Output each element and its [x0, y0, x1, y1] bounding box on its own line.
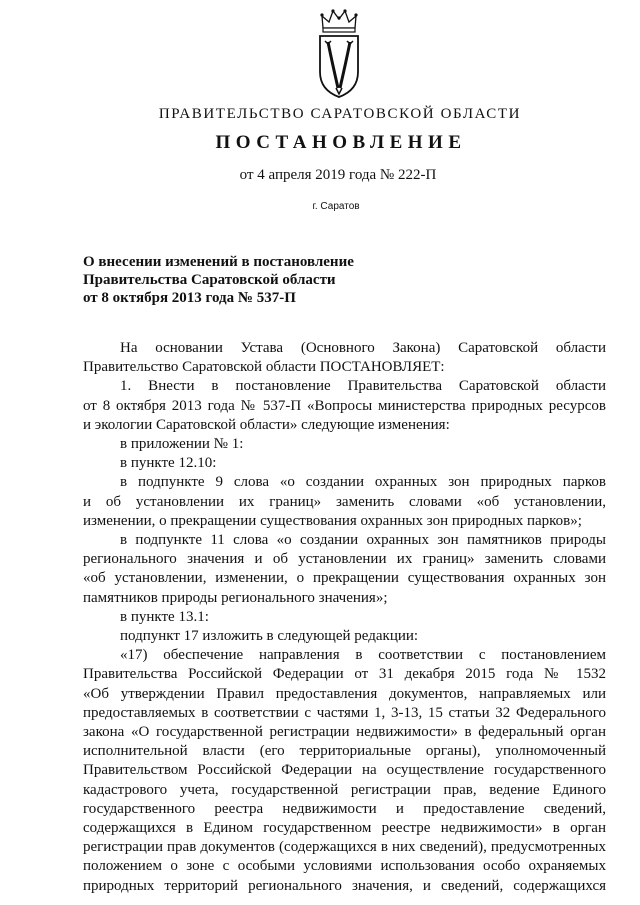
body-line: закона «О государственной регистрации недвижимости» в федеральный орган [83, 724, 606, 741]
city-name: г. Саратов [312, 201, 360, 212]
body-line: от 8 октября 2013 года № 537-П «Вопросы министерства природных ресурсов [83, 397, 606, 414]
body-line: «об установлении, изменении, о прекращении существования охранных зон [83, 570, 606, 587]
decree-heading [83, 253, 354, 307]
body-line: «Об утверждении Правил предоставления документов, направляемых или [83, 685, 606, 702]
body-line: «17) обеспечение направления в соответствии с постановлением [120, 647, 606, 664]
body-line: в пункте 13.1: [120, 608, 209, 625]
saratov-coat-of-arms-emblem [316, 8, 362, 100]
body-line: в пункте 12.10: [120, 455, 217, 472]
body-line: исполнительной власти (его территориальные органы), уполномоченный [83, 743, 606, 760]
body-line: природных территорий регионального значения, и сведений, содержащихся [83, 877, 606, 894]
body-line: изменении, о прекращении существования охранных зон природных парков»; [83, 512, 582, 529]
body-line: предоставляемых в соответствии с частями 1, 3-13, 15 статьи 32 Федерального [83, 704, 606, 721]
body-line: содержащихся в Едином государственном реестре недвижимости» в орган [83, 820, 606, 837]
body-line: На основании Устава (Основного Закона) Саратовской области [120, 340, 606, 356]
heading-line: от 8 октября 2013 года № 537-П [83, 290, 296, 306]
body-line: подпункт 17 изложить в следующей редакции: [120, 628, 419, 645]
body-line: и об установлении их границ» заменить словами «об установлении, [83, 493, 606, 510]
body-line: положением о зоне с особыми условиями использования особо охраняемых [83, 858, 606, 875]
body-line: Правительства Российской Федерации от 31 декабря 2015 года № 1532 [83, 666, 606, 683]
body-line: регистрации прав документов (содержащихся в них сведений), предусмотренных [83, 839, 606, 856]
heading-line: О внесении изменений в постановление [83, 254, 354, 270]
body-line: в подпункте 9 слова «о создании охранных зон природных парков [120, 474, 606, 491]
body-line: в приложении № 1: [120, 436, 244, 453]
document-type-title: ПОСТАНОВЛЕНИЕ [215, 132, 467, 153]
decree-body [83, 339, 606, 896]
body-line: в подпункте 11 слова «о создании охранных зон памятников природы [120, 532, 606, 549]
body-line: регионального значения и об установлении их границ» заменить словами [83, 551, 606, 568]
body-line: 1. Внести в постановление Правительства Саратовской области [120, 378, 606, 395]
government-name: ПРАВИТЕЛЬСТВО САРАТОВСКОЙ ОБЛАСТИ [158, 106, 522, 122]
body-line: Правительством Российской Федерации на осуществление государственного [83, 762, 606, 779]
body-line: государственного реестра недвижимости и предоставление сведений, [83, 800, 606, 817]
body-line: и экологии Саратовской области» следующие изменения: [83, 416, 450, 433]
heading-line: Правительства Саратовской области [83, 272, 336, 288]
body-line: кадастрового учета, государственной регистрации прав, ведение Единого [83, 781, 606, 798]
document-date-number: от 4 апреля 2019 года № 222-П [239, 167, 437, 183]
body-line: Правительство Саратовской области ПОСТАНОВЛЯЕТ: [83, 359, 445, 376]
body-line: памятников природы регионального значения»; [83, 589, 388, 606]
